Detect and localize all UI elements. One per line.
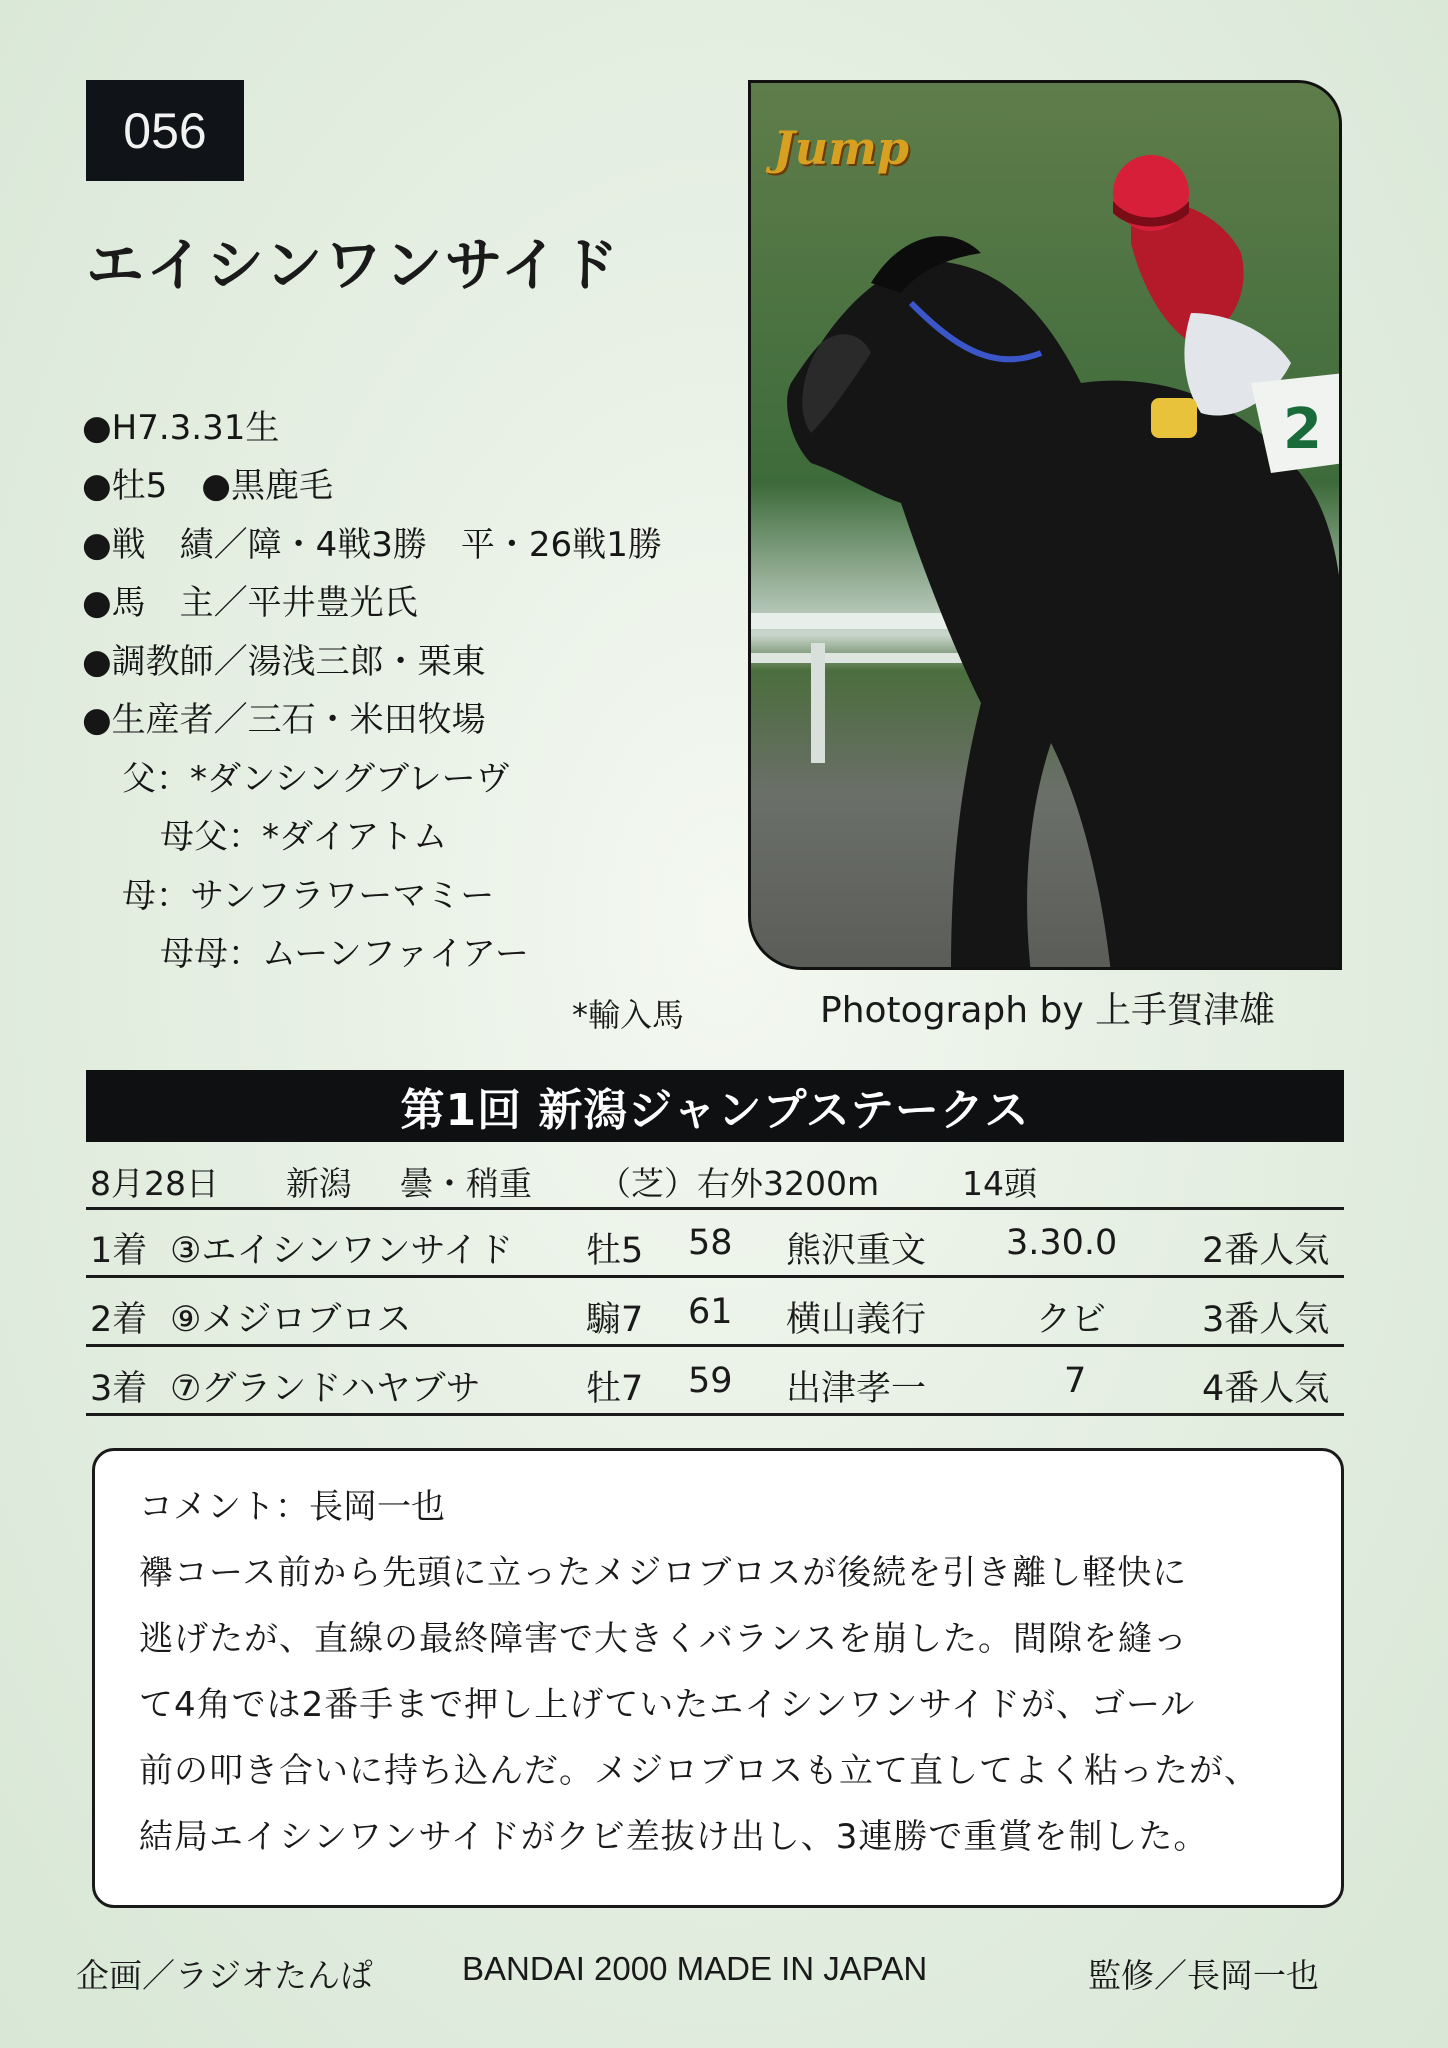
race-runners: 14頭 <box>962 1164 1037 1203</box>
horse-name: エイシンワンサイド <box>86 231 621 299</box>
result-row <box>86 1350 1344 1416</box>
result-popularity: 3番人気 <box>1202 1300 1330 1340</box>
result-row <box>86 1281 1344 1347</box>
svg-text:2: 2 <box>1283 397 1322 462</box>
race-title: 第1回 新潟ジャンプステークス <box>86 1070 1344 1142</box>
result-popularity: 4番人気 <box>1202 1369 1330 1409</box>
race-course: （芝）右外3200m <box>598 1164 880 1203</box>
result-time: 7 <box>1064 1361 1087 1401</box>
result-jockey: 出津孝一 <box>786 1369 927 1409</box>
result-weight: 59 <box>688 1361 733 1401</box>
result-time: 3.30.0 <box>1006 1223 1118 1263</box>
horse-jockey-photo <box>751 83 1342 970</box>
comment-line: 結局エイシンワンサイドがクビ差抜け出し、3連勝で重賞を制した。 <box>139 1817 1209 1857</box>
footer-supervision: 監修／長岡一也 <box>1088 1956 1319 1995</box>
result-sex-age: 騸7 <box>586 1300 644 1340</box>
dam-sire: 母父：*ダイアトム <box>160 817 448 857</box>
result-weight: 61 <box>688 1292 733 1332</box>
result-sex-age: 牡7 <box>586 1369 644 1409</box>
dam: 母：サンフラワーマミー <box>122 876 495 916</box>
trainer: ●調教師／湯浅三郎・栗東 <box>82 642 486 682</box>
comment-line: 襷コース前から先頭に立ったメジロブロスが後続を引き離し軽快に <box>139 1553 1188 1593</box>
result-place: 1着 <box>90 1231 148 1271</box>
sex-age-color: ●牡5 ●黒鹿毛 <box>82 466 333 506</box>
result-popularity: 2番人気 <box>1202 1231 1330 1271</box>
imported-note: *輸入馬 <box>572 996 685 1034</box>
birth-date: ●H7.3.31生 <box>82 408 280 448</box>
result-horse: ③エイシンワンサイド <box>170 1231 514 1271</box>
result-weight: 58 <box>688 1223 733 1263</box>
footer-planning: 企画／ラジオたんぱ <box>76 1956 373 1995</box>
result-jockey: 横山義行 <box>786 1300 927 1340</box>
result-place: 2着 <box>90 1300 148 1340</box>
dam-dam: 母母：ムーンファイアー <box>160 934 529 974</box>
result-time: クビ <box>1036 1300 1107 1340</box>
comment-line: 逃げたが、直線の最終障害で大きくバランスを崩した。間隙を縫っ <box>139 1619 1188 1659</box>
race-venue: 新潟 <box>286 1164 352 1203</box>
comment-line: 前の叩き合いに持ち込んだ。メジロブロスも立て直してよく粘ったが、 <box>139 1751 1259 1791</box>
result-sex-age: 牡5 <box>586 1231 644 1271</box>
photo-credit: Photograph by 上手賀津雄 <box>820 990 1276 1031</box>
card-number: 056 <box>86 80 244 181</box>
race-condition: 曇・稍重 <box>400 1164 532 1203</box>
jump-logo: Jump <box>773 121 910 175</box>
footer-copyright: BANDAI 2000 MADE IN JAPAN <box>462 1950 928 1987</box>
comment-line: て4角では2番手まで押し上げていたエイシンワンサイドが、ゴール <box>139 1685 1196 1725</box>
sire: 父：*ダンシングブレーヴ <box>122 759 510 799</box>
result-horse: ⑦グランドハヤブサ <box>170 1369 481 1409</box>
result-jockey: 熊沢重文 <box>786 1231 927 1271</box>
comment-box <box>92 1448 1344 1908</box>
race-photo <box>748 80 1342 970</box>
breeder: ●生産者／三石・米田牧場 <box>82 700 486 740</box>
race-date: 8月28日 <box>90 1164 219 1203</box>
result-row <box>86 1212 1344 1278</box>
race-info <box>86 1148 1344 1210</box>
result-horse: ⑨メジロブロス <box>170 1300 412 1340</box>
result-place: 3着 <box>90 1369 148 1409</box>
owner: ●馬 主／平井豊光氏 <box>82 583 418 623</box>
comment-title: コメント：長岡一也 <box>139 1487 445 1527</box>
career-record: ●戦 績／障・4戦3勝 平・26戦1勝 <box>82 525 662 565</box>
